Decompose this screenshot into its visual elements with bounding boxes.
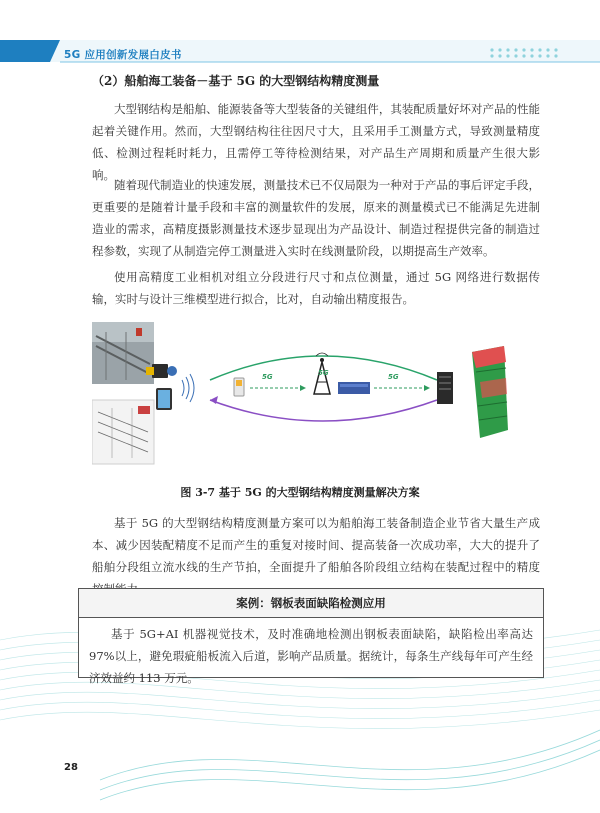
paragraph-2: 随着现代制造业的快速发展，测量技术已不仅局限为一种对于产品的事后评定手段，更重要的是随着计量手段和丰富的测量软件的发展，原来的测量模式已不能满足先进制造业的需求，高精度摄影测量技术逐步显现出为产品设计、制造过程提供完备的制造过程参数，实现了从制造完停工测量进入实时在线测量阶段，以期提高生产效率。 — [92, 178, 540, 258]
solution-diagram — [92, 322, 512, 472]
paragraph-3: 使用高精度工业相机对组立分段进行尺寸和点位测量，通过 5G 网络进行数据传输，实时与设计三维模型进行拟合，比对，自动输出精度报告。 — [92, 270, 540, 306]
5g-label-3: 5G — [388, 373, 399, 381]
paragraph-4: 基于 5G 的大型钢结构精度测量方案可以为船舶海工装备制造企业节省大量生产成本、减少因装配精度不足而产生的重复对接时间、提高装备一次成功率，大大的提升了船舶分段组立流水线的生产节拍，全面提升了船舶各阶段组立结构在装配过程中的精度 — [92, 516, 540, 574]
figure-caption: 图 3-7 基于 5G 的大型钢结构精度测量解决方案 — [180, 486, 420, 499]
3d-model-image — [472, 346, 508, 438]
tablet-icon — [156, 388, 172, 410]
header-title: 5G 应用创新发展白皮书 — [64, 49, 182, 61]
server-rack-icon — [437, 372, 453, 404]
section-title: （2）船舶海工装备－基于 5G 的大型钢结构精度测量 — [92, 74, 380, 88]
steel-structure-photo — [92, 322, 154, 384]
page-number: 28 — [64, 762, 78, 773]
5g-label-2: 5G — [318, 369, 329, 377]
signal-waves-icon — [182, 374, 194, 402]
paragraph-1: 大型钢结构是船舶、能源装备等大型装备的关键组件，其装配质量好坏对产品的性能起着关键作用。然而，大型钢结构往往因尺寸大，且采用手工测量方式，导致测量精度低、检测过程耗时耗力，且需停工等待检测结果，对产品生产周期和质量产生很大影响。 — [92, 102, 540, 182]
5g-label-1: 5G — [262, 373, 273, 381]
5g-terminal-icon — [234, 378, 244, 396]
case-box — [78, 588, 544, 685]
design-drawing-image — [92, 400, 154, 464]
case-title: 案例：钢板表面缺陷检测应用 — [79, 589, 543, 618]
case-body: 基于 5G+AI 机器视觉技术，及时准确地检测出钢板表面缺陷，缺陷检出率高达 97%以上，避免瑕疵船板流入后道，影响产品质量。据统计，每条生产线每年可产生经济效益约 113 万元。 — [89, 627, 533, 685]
mec-server-icon — [338, 382, 370, 394]
